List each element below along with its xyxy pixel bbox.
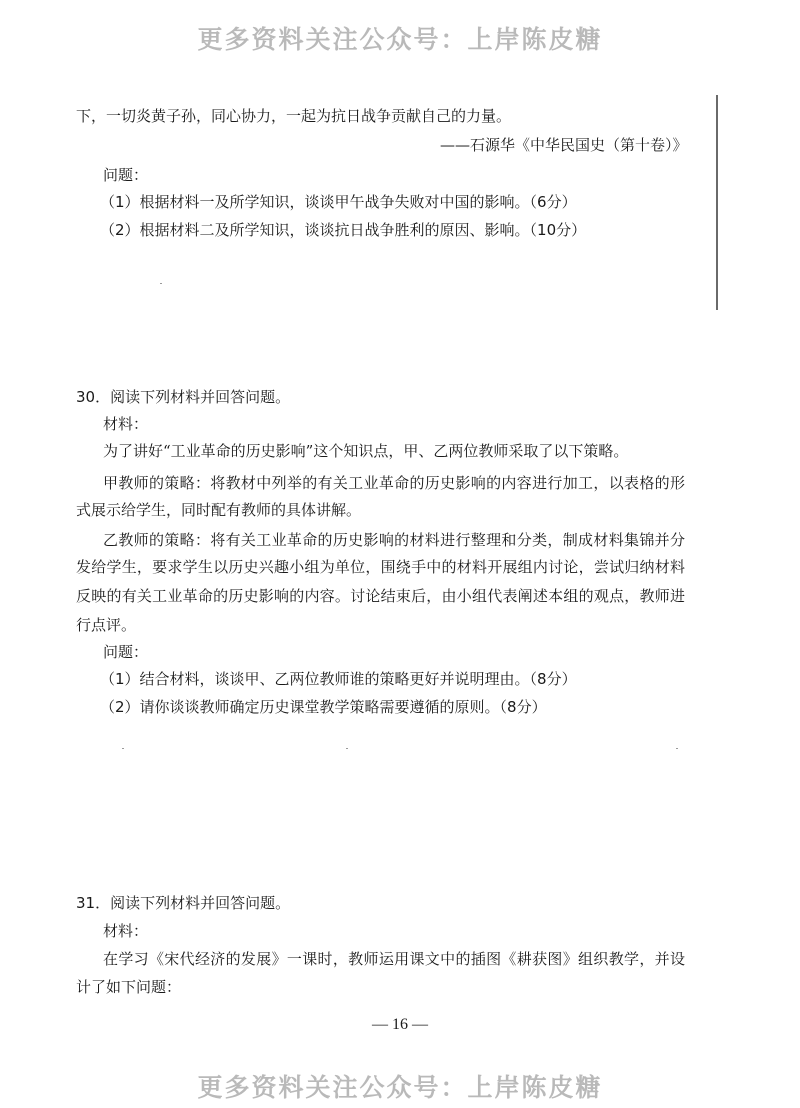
scan-speck: [676, 748, 678, 749]
q30-line-1: 为了讲好“工业革命的历史影响”这个知识点，甲、乙两位教师采取了以下策略。: [103, 442, 629, 460]
q29-text-line: 下，一切炎黄子孙，同心协力，一起为抗日战争贡献自己的力量。: [76, 107, 512, 125]
margin-rule: [716, 95, 718, 310]
scan-speck: [160, 283, 162, 284]
watermark-top: 更多资料关注公众号：上岸陈皮糖: [197, 25, 603, 54]
q31-line-1: 在学习《宋代经济的发展》一课时，教师运用课文中的插图《耕获图》组织教学，并设: [103, 950, 685, 968]
q30-material-label: 材料：: [103, 415, 149, 433]
scan-speck: [122, 748, 124, 749]
q30-line-5: 发给学生，要求学生以历史兴趣小组为单位，围绕手中的材料开展组内讨论，尝试归纳材料: [76, 558, 685, 576]
q30-heading: 30．阅读下列材料并回答问题。: [76, 388, 291, 406]
q29-question-label: 问题：: [103, 166, 149, 184]
q30-line-2: 甲教师的策略：将教材中列举的有关工业革命的历史影响的内容进行加工，以表格的形: [103, 474, 685, 492]
scan-speck: [346, 748, 348, 749]
q30-item-2: （2）请你谈谈教师确定历史课堂教学策略需要遵循的原则。（8分）: [100, 698, 547, 716]
q29-item-1: （1）根据材料一及所学知识，谈谈甲午战争失败对中国的影响。（6分）: [100, 193, 577, 211]
q31-line-2: 计了如下问题：: [76, 978, 182, 996]
q29-citation: ——石源华《中华民国史（第十卷）》: [440, 136, 688, 154]
watermark-bottom: 更多资料关注公众号：上岸陈皮糖: [197, 1073, 603, 1102]
q30-line-4: 乙教师的策略：将有关工业革命的历史影响的材料进行整理和分类，制成材料集锦并分: [103, 531, 685, 549]
q30-item-1: （1）结合材料，谈谈甲、乙两位教师谁的策略更好并说明理由。（8分）: [100, 670, 577, 688]
q30-line-7: 行点评。: [76, 616, 137, 634]
q31-heading: 31．阅读下列材料并回答问题。: [76, 894, 291, 912]
q31-material-label: 材料：: [103, 922, 149, 940]
q30-line-3: 式展示给学生，同时配有教师的具体讲解。: [76, 501, 362, 519]
q30-question-label: 问题：: [103, 643, 149, 661]
q30-line-6: 反映的有关工业革命的历史影响的内容。讨论结束后，由小组代表阐述本组的观点，教师进: [76, 587, 685, 605]
q29-item-2: （2）根据材料二及所学知识，谈谈抗日战争胜利的原因、影响。（10分）: [100, 221, 587, 239]
page-number: — 16 —: [372, 1016, 428, 1033]
